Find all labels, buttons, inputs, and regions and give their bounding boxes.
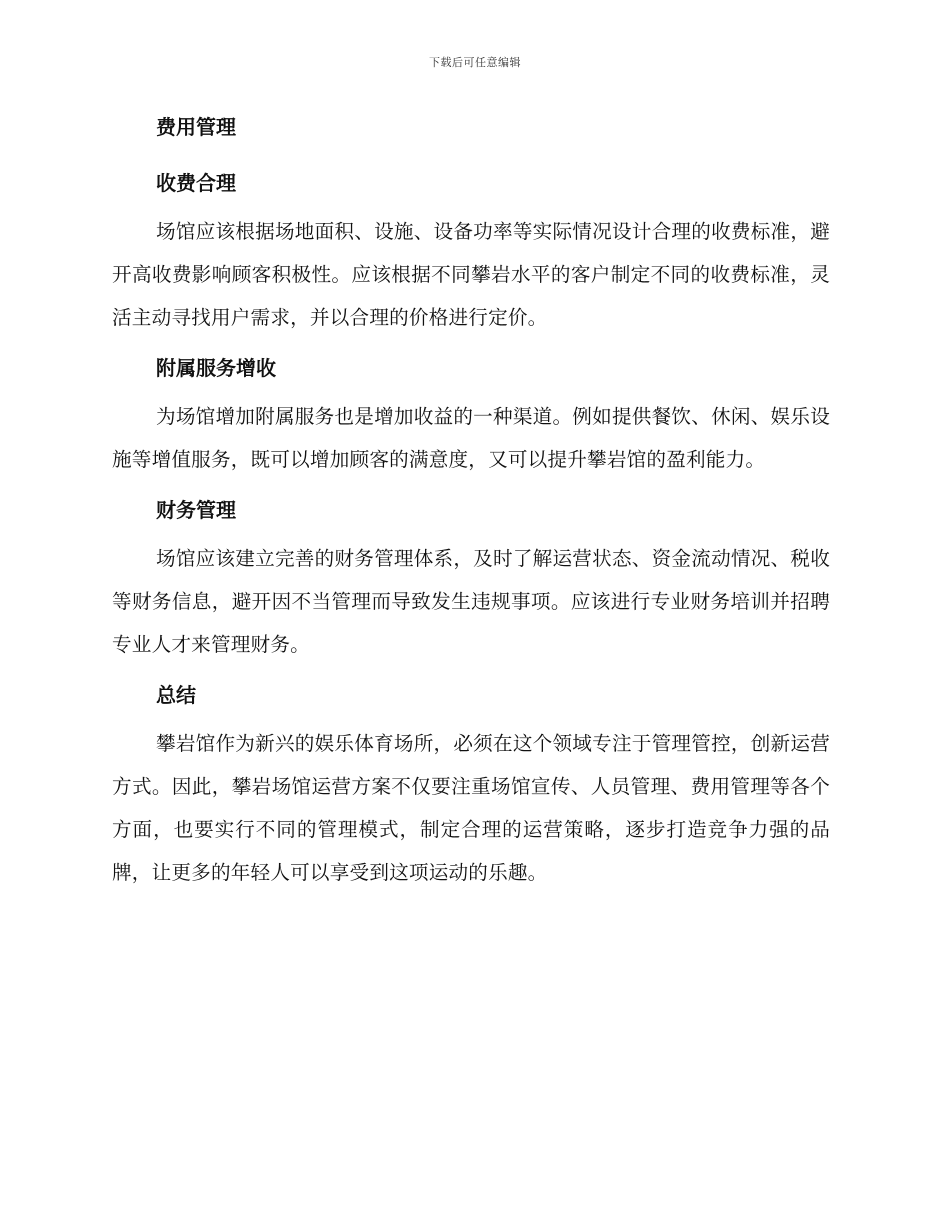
section-heading-ancillary-services: 附属服务增收 bbox=[156, 356, 276, 380]
paragraph-financial-management: 场馆应该建立完善的财务管理体系，及时了解运营状态、资金流动情况、税收等财务信息，避开因不当管理而导致发生违规事项。应该进行专业财务培训并招聘专业人才来管理财务。 bbox=[112, 547, 830, 656]
paragraph-ancillary-services: 为场馆增加附属服务也是增加收益的一种渠道。例如提供餐饮、休闲、娱乐设施等增值服务，既可以增加顾客的满意度，又可以提升攀岩馆的盈利能力。 bbox=[112, 405, 830, 471]
section-heading-fee-management: 费用管理 bbox=[156, 115, 236, 139]
document-body bbox=[112, 110, 830, 894]
section-heading-summary: 总结 bbox=[156, 683, 196, 707]
section-heading-financial-management: 财务管理 bbox=[156, 498, 236, 522]
section-heading-reasonable-fees: 收费合理 bbox=[156, 171, 236, 195]
paragraph-reasonable-fees: 场馆应该根据场地面积、设施、设备功率等实际情况设计合理的收费标准，避开高收费影响顾客积极性。应该根据不同攀岩水平的客户制定不同的收费标准，灵活主动寻找用户需求，并以合理的价格进行定价。 bbox=[112, 220, 830, 329]
paragraph-summary: 攀岩馆作为新兴的娱乐体育场所，必须在这个领域专注于管理管控，创新运营方式。因此，攀岩场馆运营方案不仅要注重场馆宣传、人员管理、费用管理等各个方面，也要实行不同的管理模式，制定合理的运营策略，逐步打造竞争力强的品牌，让更多的年轻人可以享受到这项运动的乐趣。 bbox=[112, 732, 830, 884]
page-header-note: 下载后可任意编辑 bbox=[429, 56, 521, 69]
